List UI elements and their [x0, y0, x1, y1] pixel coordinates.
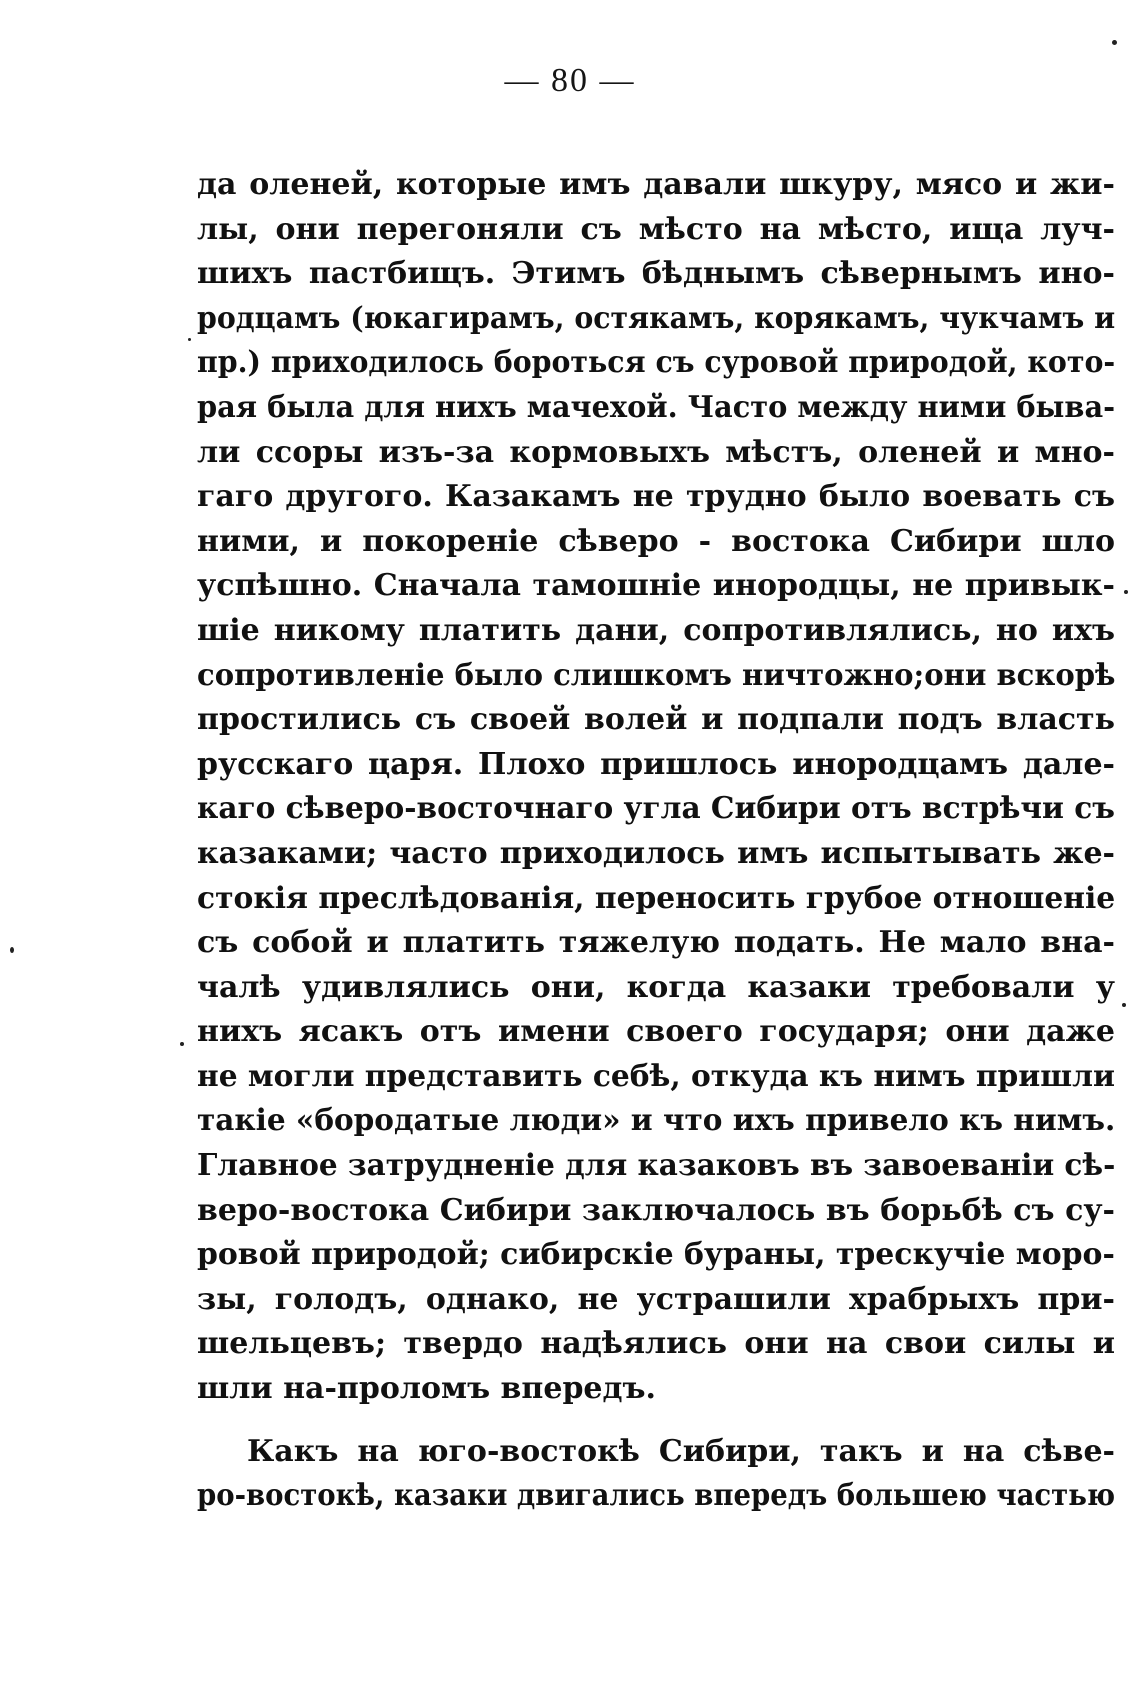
- text-line: стокія преслѣдованія, переносить грубое отношеніе: [197, 880, 1116, 916]
- text-line: гаго другого. Казакамъ не трудно было воевать съ: [197, 479, 1115, 515]
- text-line: ними, и покореніе сѣверо - востока Сибири шло: [197, 523, 1115, 559]
- text-line: такіе «бородатые люди» и что ихъ привело къ нимъ.: [197, 1103, 1116, 1139]
- paragraph: [197, 163, 1115, 1412]
- paragraph-gap: [197, 1412, 1115, 1430]
- text-line: сопротивленіе было слишкомъ ничтожно;они вскорѣ: [197, 657, 1116, 693]
- text-line: ровой природой; сибирскіе бураны, трескучіе моро-: [197, 1237, 1115, 1273]
- text-line: казаками; часто приходилось имъ испытывать же-: [197, 835, 1115, 871]
- text-line: не могли представить себѣ, откуда къ нимъ пришли: [197, 1058, 1116, 1094]
- scan-speck: [1122, 1003, 1126, 1007]
- text-line: Какъ на юго-востокѣ Сибири, такъ и на сѣве-: [247, 1433, 1115, 1469]
- text-line: нихъ ясакъ отъ имени своего государя; они даже: [197, 1014, 1115, 1050]
- page-number: — 80 —: [504, 62, 636, 99]
- text-line: лы, они перегоняли съ мѣсто на мѣсто, ища луч-: [197, 211, 1115, 247]
- scan-speck: [1112, 40, 1117, 45]
- text-line: Главное затрудненіе для казаковъ въ завоеваніи сѣ-: [197, 1148, 1116, 1184]
- text-line: рая была для нихъ мачехой. Часто между ними быва-: [197, 389, 1116, 425]
- text-line: съ собой и платить тяжелую подать. Не мало вна-: [197, 925, 1115, 961]
- text-line: каго сѣверо-восточнаго угла Сибири отъ встрѣчи съ: [197, 791, 1115, 827]
- text-line: чалѣ удивлялись они, когда казаки требовали у: [197, 969, 1115, 1005]
- text-line: простились съ своей волей и подпали подъ власть: [197, 702, 1115, 738]
- paragraph: [197, 1430, 1115, 1519]
- text-line: да оленей, которые имъ давали шкуру, мясо и жи-: [197, 167, 1115, 202]
- text-line: русскаго царя. Плохо пришлось инородцамъ дале-: [197, 746, 1115, 782]
- text-line: успѣшно. Сначала тамошніе инородцы, не привык-: [197, 568, 1115, 604]
- text-line: зы, голодъ, однако, не устрашили храбрыхъ при-: [197, 1281, 1115, 1317]
- body-text: [197, 163, 1115, 1519]
- text-line: шельцевъ; твердо надѣялись они на свои силы и: [197, 1326, 1115, 1362]
- text-line: шли на-проломъ впередъ.: [197, 1371, 656, 1407]
- text-line: ли ссоры изъ-за кормовыхъ мѣстъ, оленей и мно-: [197, 434, 1115, 470]
- scan-speck: [1124, 590, 1128, 594]
- text-line: шихъ пастбищъ. Этимъ бѣднымъ сѣвернымъ ино-: [197, 256, 1115, 292]
- scan-speck: [10, 947, 14, 953]
- text-line: шіе никому платить дани, сопротивлялись, но ихъ: [197, 612, 1115, 648]
- scan-speck: [188, 338, 191, 341]
- text-line: ро-востокѣ, казаки двигались впередъ большею частью: [197, 1478, 1116, 1514]
- scan-speck: [180, 1042, 184, 1046]
- text-line: пр.) приходилось бороться съ суровой природой, кото-: [197, 345, 1116, 381]
- text-line: родцамъ (юкагирамъ, остякамъ, корякамъ, чукчамъ и: [197, 300, 1116, 336]
- text-line: веро-востока Сибири заключалось въ борьбѣ съ су-: [197, 1192, 1115, 1228]
